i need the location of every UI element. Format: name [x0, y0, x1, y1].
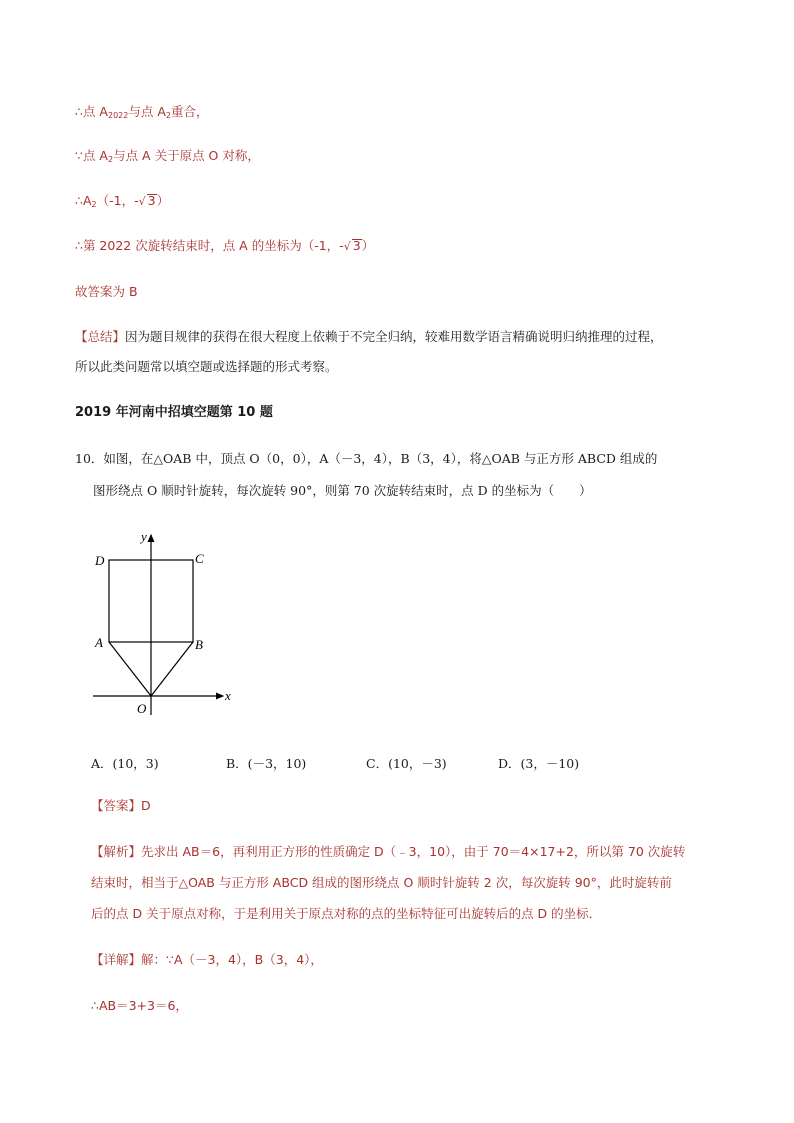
label-b: B [195, 637, 203, 652]
option-a: A．(10，3) [91, 756, 159, 771]
label-c: C [195, 551, 204, 566]
label-d: D [95, 553, 105, 568]
analysis-line-2: 结束时，相当于△OAB 与正方形 ABCD 组成的图形绕点 O 顺时针旋转 2 次，每次旋转 90°，此时旋转前 [91, 875, 672, 890]
line-a2-coords: $\therefore A_2(-1$，-√ 3） [75, 193, 170, 209]
line-2022-result: ∴第 2022 次旋转结束时，点 A 的坐标为（-1，-√ 3） [75, 238, 375, 253]
option-c: C．(10，－3) [366, 756, 447, 771]
line-answer-b: 故答案为 B [75, 284, 138, 299]
analysis-line-3: 后的点 D 关于原点对称，于是利用关于原点对称的点的坐标特征可出旋转后的点 D 的坐标． [91, 906, 602, 921]
geometry-figure [85, 525, 245, 725]
analysis-line-1: 【解析】先求出 AB＝6，再利用正方形的性质确定 D（﹣3，10），由于 70＝4×17+2，所以第 70 次旋转 [91, 844, 686, 859]
label-o: O [137, 701, 147, 716]
line-a2-symmetric: ∵点 $A_2$与点 A 关于原点 O 对称， [75, 148, 260, 164]
question-line-2: 图形绕点 O 顺时针旋转，每次旋转 90°，则第 70 次旋转结束时，点 D 的坐标为（ ） [93, 483, 592, 498]
line-a2022: ∴点 $A_{2022}$与点 $A_2$重合， [75, 104, 209, 120]
label-x: x [225, 688, 231, 703]
segment-oa [109, 642, 151, 696]
segment-ob [151, 642, 193, 696]
summary-line-2: 所以此类问题常以填空题或选择题的形式考察。 [75, 359, 338, 374]
section-heading: 2019 年河南中招填空题第 10 题 [75, 405, 273, 420]
question-line-1: 10．如图，在△OAB 中，顶点 O（0，0），A（－3，4），B（3，4），将△OAB 与正方形 ABCD 组成的 [75, 451, 658, 466]
answer-line: 【答案】D [91, 798, 151, 813]
option-d: D．(3，－10) [498, 756, 580, 771]
summary-tag: 【总结】 [75, 329, 126, 344]
option-b: B．(－3，10) [226, 756, 307, 771]
detail-line: 【详解】解：∵A（－3，4），B（3，4）， [91, 952, 323, 967]
summary-line-1: 【总结】因为题目规律的获得在很大程度上依赖于不完全归纳，较难用数学语言精确说明归纳推理的过程， [75, 329, 663, 344]
ab-length-line: ∴AB＝3+3＝6， [91, 998, 188, 1013]
label-a: A [95, 635, 103, 650]
label-y: y [141, 529, 147, 544]
